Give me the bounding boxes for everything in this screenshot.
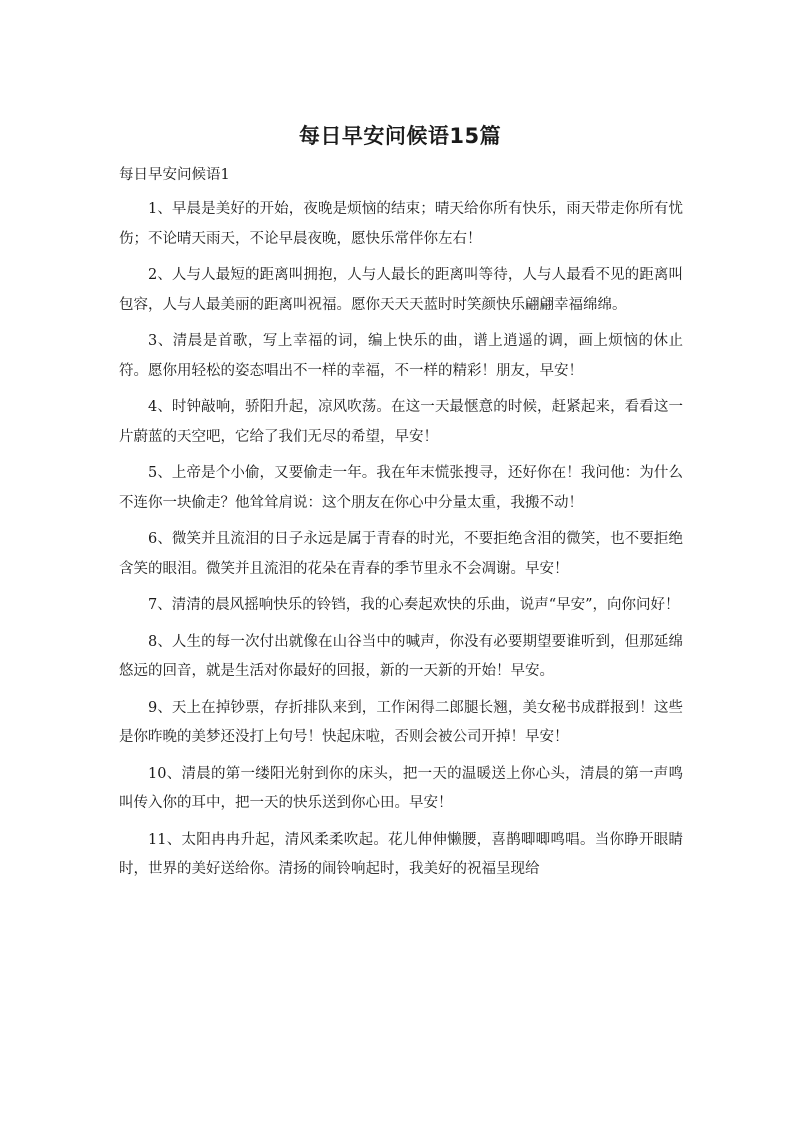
document-title: 每日早安问候语15篇 [298,124,502,148]
greeting-paragraph-4: 4、时钟敲响，骄阳升起，凉风吹荡。在这一天最惬意的时候，赶紧起来，看看这一片蔚蓝的天空吧，它给了我们无尽的希望，早安！ [119,399,683,445]
document-body [119,195,683,892]
greeting-paragraph-8: 8、人生的每一次付出就像在山谷当中的喊声，你没有必要期望要谁听到，但那延绵悠远的回音，就是生活对你最好的回报，新的一天新的开始！早安。 [119,633,683,679]
section-heading: 每日早安问候语1 [119,167,230,183]
greeting-paragraph-9: 9、天上在掉钞票，存折排队来到，工作闲得二郎腿长翘，美女秘书成群报到！这些是你昨晚的美梦还没打上句号！快起床啦，否则会被公司开掉！早安！ [119,699,683,745]
greeting-paragraph-5: 5、上帝是个小偷，又要偷走一年。我在年末慌张搜寻，还好你在！我问他：为什么不连你一块偷走？他耸耸肩说：这个朋友在你心中分量太重，我搬不动！ [119,465,683,511]
greeting-paragraph-6: 6、微笑并且流泪的日子永远是属于青春的时光，不要拒绝含泪的微笑，也不要拒绝含笑的眼泪。微笑并且流泪的花朵在青春的季节里永不会凋谢。早安！ [119,531,683,577]
greeting-paragraph-1: 1、早晨是美好的开始，夜晚是烦恼的结束；晴天给你所有快乐，雨天带走你所有忧伤；不论晴天雨天，不论早晨夜晚，愿快乐常伴你左右！ [119,201,683,247]
greeting-paragraph-2: 2、人与人最短的距离叫拥抱，人与人最长的距离叫等待，人与人最看不见的距离叫包容，人与人最美丽的距离叫祝福。愿你天天天蓝时时笑颜快乐翩翩幸福绵绵。 [119,267,683,313]
greeting-paragraph-3: 3、清晨是首歌，写上幸福的词，编上快乐的曲，谱上逍遥的调，画上烦恼的休止符。愿你用轻松的姿态唱出不一样的幸福，不一样的精彩！朋友，早安！ [119,333,683,379]
greeting-paragraph-10: 10、清晨的第一缕阳光射到你的床头，把一天的温暖送上你心头，清晨的第一声鸣叫传入你的耳中，把一天的快乐送到你心田。早安！ [119,765,683,811]
greeting-paragraph-7: 7、清清的晨风摇响快乐的铃铛，我的心奏起欢快的乐曲，说声“早安”，向你问好！ [148,597,680,613]
greeting-paragraph-11: 11、太阳冉冉升起，清风柔柔吹起。花儿伸伸懒腰，喜鹊唧唧鸣唱。当你睁开眼睛时，世界的美好送给你。清扬的闹铃响起时，我美好的祝福呈现给 [119,831,683,877]
